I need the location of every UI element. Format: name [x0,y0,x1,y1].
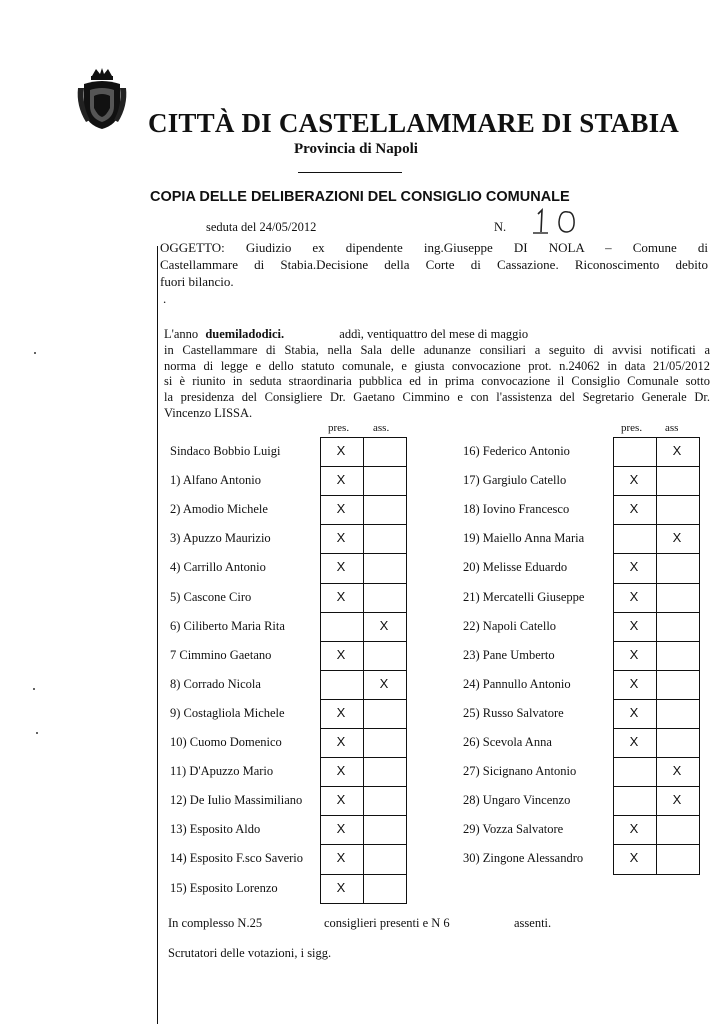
table-hline [613,844,700,845]
present-mark: X [336,501,346,517]
present-mark: X [629,675,639,691]
intro-line: si è riunito in seduta straordinaria pubblica ed in prima convocazione il Consiglio Comunale sotto [164,374,710,389]
table-hline [320,524,407,525]
councillor-name: 28) Ungaro Vincenzo [463,793,571,808]
summary-absent: assenti. [514,916,552,930]
table-hline [320,670,407,671]
table-hline [613,757,700,758]
table-hline [320,786,407,787]
table-vline [656,437,657,874]
present-mark: X [336,646,346,662]
summary-total: In complesso N.25 [168,916,263,930]
table-hline [320,903,407,904]
present-mark: X [336,704,346,720]
councillor-name: 14) Esposito F.sco Saverio [170,851,304,866]
councillor-name: 20) Melisse Eduardo [463,560,568,575]
title-divider [298,172,402,173]
present-mark: X [336,443,346,458]
subject-line: fuori bilancio. [160,274,234,289]
intro-lead: L'anno [164,327,199,341]
councillor-name: 7 Cimmino Gaetano [170,647,272,662]
table-hline [613,583,700,584]
councillor-name: 27) Sicignano Antonio [463,764,577,779]
present-mark: X [629,501,639,517]
table-hline [613,786,700,787]
councillor-name: 13) Esposito Aldo [170,822,261,837]
city-crest-icon [76,66,128,132]
margin-rule [157,246,158,1024]
scan-speck [36,732,38,734]
present-mark: X [336,821,346,837]
deliberation-number-handwritten [530,204,580,238]
subject-line: Castellammare di Stabia.Decisione della Corte di Cassazione. Riconoscimento debito [160,257,708,272]
table-hline [613,437,700,438]
councillor-name: 25) Russo Salvatore [463,705,564,720]
intro-line: Vincenzo LISSA. [164,405,253,420]
table-hline [320,874,407,875]
table-hline [320,699,407,700]
table-hline [320,553,407,554]
left-absent-header: ass. [373,422,390,434]
table-hline [613,641,700,642]
councillor-name: 1) Alfano Antonio [170,473,261,488]
councillor-name: 6) Ciliberto Maria Rita [170,618,285,633]
table-hline [320,728,407,729]
councillor-name: 30) Zingone Alessandro [463,851,584,866]
absent-mark: X [672,792,682,808]
councillor-name: 23) Pane Umberto [463,647,555,662]
table-hline [613,612,700,613]
present-mark: X [336,559,346,575]
city-title: CITTÀ DI CASTELLAMMARE DI STABIA [148,108,679,138]
session-date: seduta del 24/05/2012 [206,220,317,234]
table-hline [320,466,407,467]
intro-date-line [164,327,710,343]
present-mark: X [629,646,639,662]
councillor-name: 22) Napoli Catello [463,618,557,633]
province-subtitle: Provincia di Napoli [294,141,418,157]
present-mark: X [629,704,639,720]
absent-mark: X [672,763,682,779]
scan-speck [34,352,36,354]
councillor-name: Sindaco Bobbio Luigi [170,444,281,458]
present-mark: X [336,763,346,779]
councillor-name: 4) Carrillo Antonio [170,560,266,575]
present-mark: X [336,588,346,604]
intro-year: duemiladodici. [205,327,285,341]
stray-mark: . [163,291,167,306]
scrutineers-line: Scrutatori delle votazioni, i sigg. [168,946,332,960]
intro-line: norma di legge e dello statuto comunale, e giusta convocazione prot. n.24062 in data 21/05/2012 [164,358,710,373]
summary-present: consiglieri presenti e N 6 [324,916,450,930]
table-hline [320,612,407,613]
councillor-name: 5) Cascone Ciro [170,589,252,604]
councillor-name: 26) Scevola Anna [463,735,552,749]
intro-line: in Castellammare di Stabia, nella Sala delle adunanze consiliari a seguito di avvisi notificati a [164,342,710,357]
intro-line: la presidenza del Consigliere Dr. Gaetano Cimmino e con l'assistenza del Segretario Generale Dr. [164,390,710,405]
right-present-header: pres. [621,422,643,434]
scan-speck [33,688,35,690]
present-mark: X [629,588,639,604]
intro-paragraph [164,327,710,422]
councillor-name: 2) Amodio Michele [170,502,268,517]
councillor-name: 15) Esposito Lorenzo [170,880,278,895]
present-mark: X [629,472,639,488]
present-mark: X [629,821,639,837]
councillor-name: 29) Vozza Salvatore [463,822,564,837]
absent-mark: X [672,443,682,458]
present-mark: X [336,879,346,895]
deliberation-number-label: N. [494,220,507,234]
table-hline [613,466,700,467]
present-mark: X [336,734,346,749]
councillor-name: 10) Cuomo Domenico [170,735,282,749]
table-hline [320,583,407,584]
table-hline [613,495,700,496]
present-mark: X [629,617,639,633]
table-hline [320,495,407,496]
present-mark: X [629,559,639,575]
councillor-name: 17) Gargiulo Catello [463,473,567,488]
left-present-header: pres. [328,422,350,434]
table-hline [613,670,700,671]
councillor-name: 24) Pannullo Antonio [463,676,571,691]
present-mark: X [629,734,639,749]
councillor-name: 8) Corrado Nicola [170,676,261,691]
intro-date: addì, ventiquattro del mese di maggio [339,327,529,341]
absent-mark: X [379,617,389,633]
councillor-name: 19) Maiello Anna Maria [463,531,585,546]
councillor-name: 3) Apuzzo Maurizio [170,531,271,546]
present-mark: X [336,530,346,546]
right-absent-header: ass [665,422,679,434]
table-hline [320,437,407,438]
table-hline [613,699,700,700]
present-mark: X [336,472,346,488]
table-hline [320,815,407,816]
councillor-name: 9) Costagliola Michele [170,705,285,720]
present-mark: X [336,850,346,866]
councillor-name: 12) De Iulio Massimiliano [170,793,303,808]
absent-mark: X [379,675,389,691]
subject-line: OGGETTO: Giudizio ex dipendente ing.Giuseppe DI NOLA – Comune di [160,240,708,255]
present-mark: X [336,792,346,808]
table-hline [613,815,700,816]
table-hline [320,757,407,758]
table-hline [613,874,700,875]
document-heading: COPIA DELLE DELIBERAZIONI DEL CONSIGLIO COMUNALE [150,189,570,205]
table-hline [613,553,700,554]
councillor-name: 18) Iovino Francesco [463,502,570,517]
table-vline [699,437,700,874]
table-hline [613,524,700,525]
councillor-name: 11) D'Apuzzo Mario [170,764,274,779]
subject-block [160,239,708,290]
table-hline [320,844,407,845]
councillor-name: 16) Federico Antonio [463,444,570,458]
absent-mark: X [672,530,682,546]
table-hline [613,728,700,729]
present-mark: X [629,850,639,866]
councillor-name: 21) Mercatelli Giuseppe [463,589,585,604]
table-hline [320,641,407,642]
